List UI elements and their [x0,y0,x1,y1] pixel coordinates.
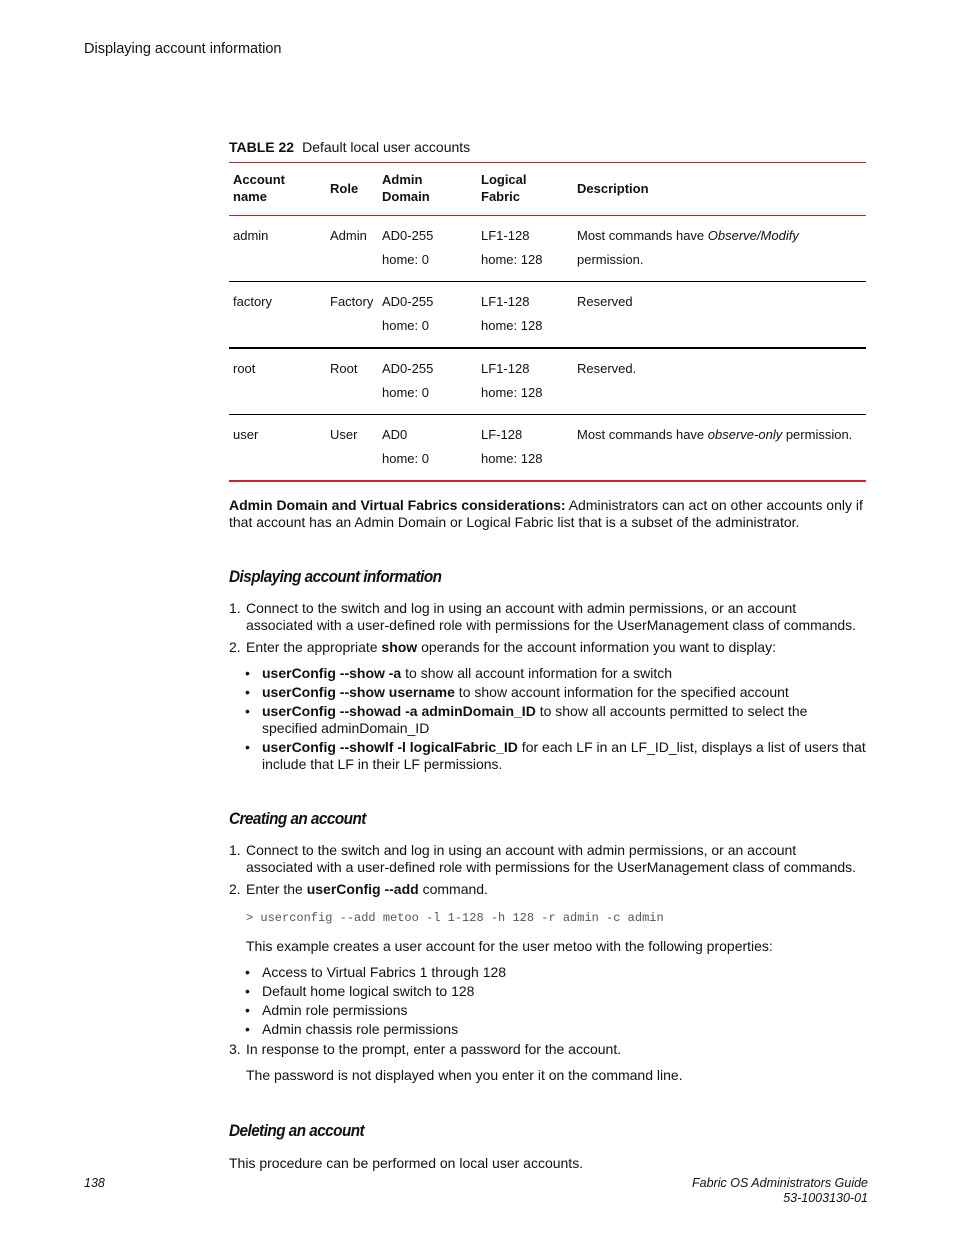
cell-logical-fabric [477,216,573,282]
ad-range: AD0-255 [382,228,434,243]
step-item [229,639,866,656]
display-steps [229,600,866,656]
ad-home: home: 0 [382,318,429,333]
desc-text: Most commands have [577,427,708,442]
table-row [229,216,866,282]
command-name: userConfig --show -a [262,665,402,681]
considerations-paragraph [229,497,866,531]
step-item [229,842,866,876]
step-text: Connect to the switch and log in using an account with admin permissions, or an account associated with a user-defined role with permissions for the UserManagement class of commands. [246,842,857,875]
considerations-label: Admin Domain and Virtual Fabrics considerations: [229,497,566,513]
command-desc: to show all accounts permitted to select the specified adminDomain_ID [262,703,808,736]
desc-emphasis: Observe/Modify [707,228,799,243]
table-label: TABLE 22 [229,139,295,155]
lf-range: LF-128 [481,427,523,442]
password-note: The password is not displayed when you enter it on the command line. [246,1067,683,1083]
step-text: command. [418,881,488,897]
table-title: Default local user accounts [302,139,471,155]
cell-logical-fabric [477,282,573,349]
doc-number: 53-1003130-01 [783,1191,868,1205]
footer-doc-info [692,1176,868,1206]
list-item [245,703,866,737]
column-header: Description [573,163,866,216]
cell-description [573,282,866,349]
delete-description: This procedure can be performed on local user accounts. [229,1155,584,1171]
create-steps-continued [229,1041,866,1058]
step-item [229,1041,866,1058]
cell-admin-domain [378,216,477,282]
example-description: This example creates a user account for the user metoo with the following properties: [246,938,773,954]
step-number: 1. [229,600,241,616]
ad-range: AD0 [382,427,408,442]
step-number: 1. [229,842,241,858]
step-text: Connect to the switch and log in using an account with admin permissions, or an account associated with a user-defined role with permissions for the UserManagement class of commands. [246,600,857,633]
command-desc: for each LF in an LF_ID_list, displays a list of users that include that LF in their LF permissions. [262,739,866,772]
ad-range: AD0-255 [382,361,434,376]
desc-emphasis: observe-only [707,427,783,442]
list-item: • Access to Virtual Fabrics 1 through 128 [245,964,866,981]
cell-account: factory [229,282,326,349]
desc-text: Reserved. [577,361,637,376]
list-item [245,684,866,701]
step-bold: show [381,639,418,655]
cell-description [573,415,866,482]
doc-title: Fabric OS Administrators Guide [692,1176,868,1190]
ad-range: AD0-255 [382,294,434,309]
page-number: 138 [84,1176,105,1190]
section-heading-display: Displaying account information [229,567,442,586]
list-item [245,665,866,682]
step-text: In response to the prompt, enter a password for the account. [246,1041,622,1057]
column-header: Account name [229,163,326,216]
command-name: userConfig --showad -a adminDomain_ID [262,703,536,719]
cell-logical-fabric [477,348,573,415]
desc-text: Reserved [577,294,633,309]
ad-home: home: 0 [382,252,429,267]
cell-admin-domain [378,348,477,415]
cell-admin-domain [378,415,477,482]
lf-home: home: 128 [481,318,543,333]
list-item: • Admin chassis role permissions [245,1021,866,1038]
show-options-list [229,665,866,773]
cell-description [573,348,866,415]
cell-role: Factory [326,282,378,349]
cell-account: admin [233,228,269,243]
step-number: 2. [229,639,241,655]
cell-role: User [326,415,378,482]
step-bold: userConfig --add [306,881,419,897]
command-desc: to show all account information for a switch [401,665,673,681]
step-text: Enter the appropriate [246,639,382,655]
list-item: • Default home logical switch to 128 [245,983,866,1000]
table-row [229,415,866,482]
lf-range: LF1-128 [481,361,530,376]
default-accounts-table [229,162,866,482]
table-header-row [229,163,866,216]
create-steps [229,842,866,898]
section-heading-create: Creating an account [229,809,366,828]
running-header: Displaying account information [84,41,282,57]
cell-description [573,216,866,282]
column-header: Role [326,163,378,216]
table-row [229,348,866,415]
command-example: > userconfig --add metoo -l 1-128 -h 128 -r admin -c admin [246,911,664,925]
ad-home: home: 0 [382,451,429,466]
ad-home: home: 0 [382,385,429,400]
cell-role: Root [326,348,378,415]
step-number: 2. [229,881,241,897]
step-item [229,881,866,898]
list-item: • Admin role permissions [245,1002,866,1019]
step-number: 3. [229,1041,241,1057]
command-desc: to show account information for the specified account [454,684,789,700]
cell-role: Admin [330,228,367,243]
lf-range: LF1-128 [481,228,530,243]
page-content [229,139,866,1172]
lf-home: home: 128 [481,252,543,267]
desc-text: permission. [577,252,644,267]
cell-account: user [229,415,326,482]
table-row [229,282,866,349]
cell-account: root [229,348,326,415]
properties-list [229,964,866,1038]
cell-admin-domain [378,282,477,349]
desc-text: permission. [782,427,853,442]
command-name: userConfig --show username [262,684,455,700]
step-text: operands for the account information you want to display: [417,639,776,655]
desc-text: Most commands have [577,228,708,243]
column-header: Admin Domain [378,163,477,216]
section-heading-delete: Deleting an account [229,1121,365,1140]
table-caption [229,139,866,156]
lf-home: home: 128 [481,451,543,466]
considerations-text: Administrators can act on other accounts only if that account has an Admin Domain or Logical Fabric list that is a subset of the administrator. [229,497,863,530]
lf-home: home: 128 [481,385,543,400]
lf-range: LF1-128 [481,294,530,309]
cell-logical-fabric [477,415,573,482]
step-item [229,600,866,634]
step-text: Enter the [246,881,307,897]
column-header: Logical Fabric [477,163,573,216]
command-name: userConfig --showlf -l logicalFabric_ID [262,739,518,755]
list-item [245,739,866,773]
